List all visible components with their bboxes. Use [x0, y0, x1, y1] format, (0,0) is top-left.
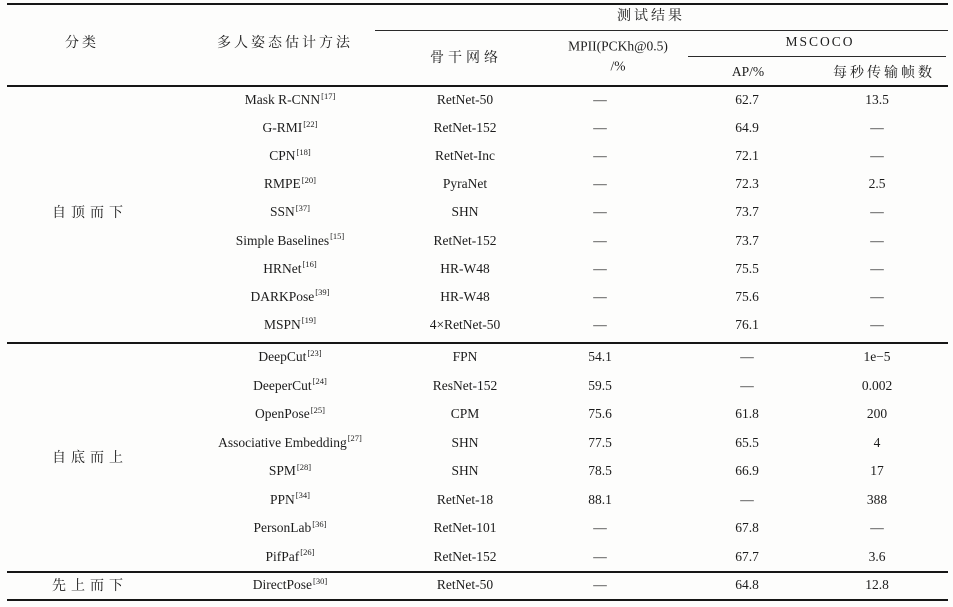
method-name: Associative Embedding	[218, 434, 347, 450]
ap-cell: 66.9	[735, 463, 759, 478]
fps-cell: —	[870, 204, 884, 220]
ap-cell: 67.8	[735, 520, 759, 535]
backbone-cell: RetNet-Inc	[435, 148, 495, 164]
category-label: 自底而上	[52, 450, 128, 466]
method-name: DeeperCut	[253, 377, 312, 393]
header-mpii	[568, 36, 668, 75]
fps-cell: 2.5	[868, 176, 886, 192]
method-reference: [34]	[295, 490, 310, 500]
method-cell	[258, 349, 321, 365]
method-cell	[253, 378, 327, 394]
mpii-cell: 59.5	[588, 377, 612, 393]
fps-cell: 3.6	[868, 548, 886, 564]
mpii-cell: —	[593, 148, 607, 164]
header-backbone: 骨干网络	[430, 51, 502, 66]
rule-group-separator-2	[7, 571, 948, 573]
method-cell	[263, 261, 316, 277]
backbone-cell: RetNet-50	[436, 577, 494, 592]
method-name: DeepCut	[258, 349, 307, 364]
method-name: HRNet	[263, 260, 302, 276]
header-test-results: 测试结果	[617, 9, 685, 24]
ap-cell: —	[740, 491, 754, 507]
backbone-cell: HR-W48	[440, 288, 490, 304]
method-reference: [39]	[315, 287, 330, 298]
method-cell	[263, 120, 318, 136]
header-fps: 每秒传输帧数	[833, 66, 935, 81]
mpii-cell: —	[593, 176, 607, 192]
method-name: PifPaf	[265, 548, 300, 564]
method-reference: [15]	[330, 231, 345, 241]
ap-cell: 64.9	[735, 120, 759, 136]
mpii-cell: 54.1	[588, 349, 612, 364]
ap-cell: 72.1	[735, 148, 759, 164]
ap-cell: 75.5	[735, 260, 759, 276]
backbone-cell: RetNet-50	[436, 92, 494, 107]
method-reference: [17]	[321, 90, 336, 101]
ap-cell: —	[740, 377, 754, 393]
header-mpii-line2: /%	[610, 58, 626, 73]
header-mscoco: MSCOCO	[785, 34, 855, 49]
method-name: MSPN	[264, 316, 301, 332]
method-name: Simple Baselines	[235, 232, 330, 248]
backbone-cell: 4×RetNet-50	[429, 316, 501, 332]
fps-cell: —	[870, 260, 884, 276]
backbone-cell: CPM	[450, 406, 480, 421]
method-cell	[245, 92, 336, 108]
method-cell	[270, 492, 310, 508]
rule-mscoco-underline	[688, 56, 946, 57]
method-reference: [28]	[296, 461, 312, 472]
backbone-cell: RetNet-152	[433, 548, 497, 564]
ap-cell: 75.6	[735, 288, 759, 304]
fps-cell: —	[870, 288, 884, 304]
method-name: SPM	[268, 463, 296, 478]
method-reference: [19]	[301, 315, 316, 326]
method-cell	[266, 549, 315, 565]
mpii-cell: —	[593, 204, 607, 220]
header-method: 多人姿态估计方法	[217, 36, 353, 51]
method-reference: [20]	[301, 174, 316, 185]
ap-cell: 62.7	[735, 92, 759, 107]
mpii-cell: —	[593, 288, 607, 304]
mpii-cell: —	[593, 120, 607, 136]
backbone-cell: SHN	[451, 204, 479, 220]
ap-cell: 67.7	[735, 548, 759, 564]
mpii-cell: —	[593, 577, 607, 592]
method-cell	[236, 233, 345, 249]
ap-cell: 65.5	[735, 434, 759, 450]
method-name: PersonLab	[253, 520, 312, 535]
fps-cell: —	[870, 316, 884, 332]
method-reference: [16]	[302, 259, 317, 270]
backbone-cell: RetNet-18	[436, 491, 494, 507]
mpii-cell: 77.5	[588, 434, 612, 450]
ap-cell: —	[740, 349, 754, 364]
category-label: 先上而下	[52, 579, 128, 594]
fps-cell: 0.002	[861, 377, 893, 393]
rule-bottom	[7, 599, 948, 601]
method-cell	[218, 435, 362, 451]
ap-cell: 61.8	[735, 406, 759, 421]
ap-cell: 72.3	[735, 176, 759, 192]
method-cell	[264, 317, 316, 333]
backbone-cell: HR-W48	[440, 260, 490, 276]
mpii-cell: 75.6	[588, 406, 612, 421]
method-cell	[255, 406, 325, 422]
rule-header-bottom	[7, 85, 948, 87]
backbone-cell: SHN	[451, 463, 479, 478]
method-name: DirectPose	[252, 577, 313, 592]
method-reference: [27]	[347, 433, 362, 443]
method-reference: [36]	[312, 518, 327, 529]
fps-cell: —	[870, 232, 884, 248]
category-label: 自顶而下	[52, 206, 128, 222]
mpii-cell: —	[593, 92, 607, 107]
rule-group-separator-1	[7, 342, 948, 344]
method-cell	[269, 148, 310, 164]
method-reference: [23]	[307, 347, 322, 358]
fps-cell: 388	[866, 491, 888, 507]
method-name: PPN	[270, 491, 295, 507]
method-cell	[269, 463, 311, 479]
fps-cell: 17	[870, 463, 884, 478]
mpii-cell: —	[593, 232, 607, 248]
method-name: OpenPose	[255, 406, 310, 421]
method-reference: [26]	[300, 547, 315, 557]
method-name: Mask R-CNN	[244, 92, 321, 107]
mpii-cell: 88.1	[588, 491, 612, 507]
backbone-cell: PyraNet	[442, 176, 488, 192]
method-name: DARKPose	[250, 288, 315, 304]
fps-cell: —	[870, 520, 884, 535]
backbone-cell: SHN	[451, 434, 479, 450]
method-reference: [22]	[303, 118, 318, 129]
method-reference: [37]	[295, 202, 310, 213]
method-reference: [24]	[312, 376, 327, 386]
method-reference: [25]	[310, 404, 325, 415]
fps-cell: 12.8	[865, 577, 889, 592]
fps-cell: —	[870, 120, 884, 136]
backbone-cell: RetNet-152	[433, 232, 497, 248]
fps-cell: 1e−5	[863, 349, 891, 364]
header-ap: AP/%	[731, 64, 765, 79]
method-name: RMPE	[264, 176, 301, 192]
backbone-cell: RetNet-152	[433, 120, 497, 136]
mpii-cell: 78.5	[588, 463, 612, 478]
method-cell	[253, 577, 327, 593]
fps-cell: 13.5	[865, 92, 889, 107]
fps-cell: 4	[873, 434, 881, 450]
mpii-cell: —	[593, 520, 607, 535]
ap-cell: 73.7	[735, 232, 759, 248]
ap-cell: 76.1	[735, 316, 759, 332]
method-name: G-RMI	[262, 120, 303, 136]
method-reference: [30]	[313, 575, 328, 586]
method-cell	[270, 204, 310, 220]
header-category: 分类	[65, 36, 99, 51]
ap-cell: 64.8	[735, 577, 759, 592]
method-cell	[254, 520, 327, 536]
mpii-cell: —	[593, 316, 607, 332]
backbone-cell: ResNet-152	[432, 377, 498, 393]
backbone-cell: FPN	[452, 349, 478, 364]
fps-cell: —	[870, 148, 884, 164]
method-reference: [18]	[296, 146, 311, 157]
rule-testresults-underline	[375, 30, 948, 31]
ap-cell: 73.7	[735, 204, 759, 220]
method-name: SSN	[270, 204, 295, 220]
method-name: CPN	[269, 148, 296, 164]
mpii-cell: —	[593, 548, 607, 564]
rule-top	[7, 3, 948, 5]
method-cell	[264, 176, 316, 192]
method-cell	[251, 289, 330, 305]
mpii-cell: —	[593, 260, 607, 276]
backbone-cell: RetNet-101	[433, 520, 497, 535]
header-mpii-line1: MPII(PCKh@0.5)	[568, 38, 668, 54]
fps-cell: 200	[866, 406, 888, 421]
